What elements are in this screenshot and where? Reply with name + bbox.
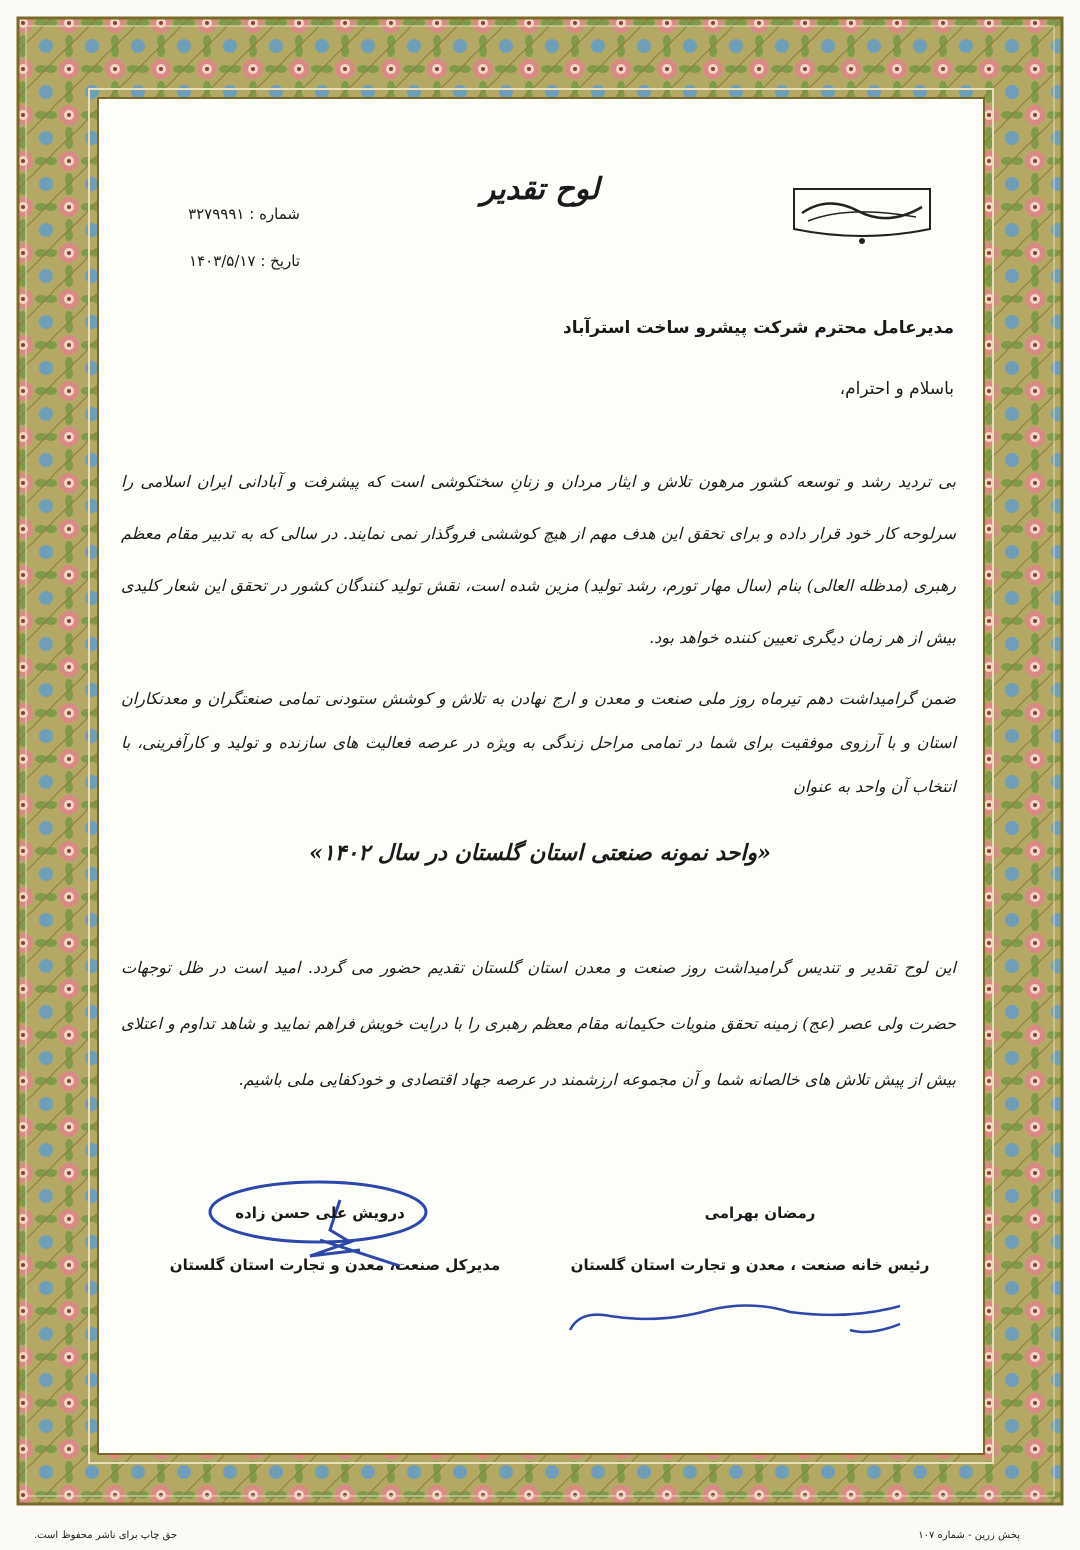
signer-right-name: رمضان بهرامی xyxy=(704,1204,816,1222)
letter-number xyxy=(188,205,300,223)
number-label: شماره : xyxy=(249,205,300,223)
date-value: ۱۴۰۳/۵/۱۷ xyxy=(189,252,256,270)
paragraph-1: بی تردید رشد و توسعه کشور مرهون تلاش و ایثار مردان و زنانِ سختکوشی است که پیشرفت و آبادانی ایران اسلامی را سرلوحه کار خود قرار داده و برای تحقق این هدف مهم از هیچ کوششی فروگذار نمی نمایند. در سالی که به تدبیر مقام معظم رهبری (مدظله العالی) بنام (سال مهار تورم، رشد تولید) مزین شده است، نقش تولید کنندگان کشور در تحقق این شعار کلیدی بیش از هر زمان دیگری تعیین کننده خواهد بود. xyxy=(121,472,956,647)
paragraph-2: ضمن گرامیداشت دهم تیرماه روز ملی صنعت و معدن و ارج نهادن به تلاش و کوشش ستودنی تمامی صنعتگران و معدنکاران استان و با آرزوی موفقیت برای شما در تمامی مراحل زندگی به ویژه در عرصه فعالیت های سازنده و تولید و کارآفرینی، با انتخاب آن واحد به عنوان xyxy=(121,689,956,796)
right-signature xyxy=(550,1290,930,1350)
award-highlight: «واحد نمونه صنعتی استان گلستان در سال ۱۴۰۲» xyxy=(309,840,771,866)
signer-left-title: مدیرکل صنعت، معدن و تجارت استان گلستان xyxy=(169,1256,501,1274)
signer-right-title: رئیس خانه صنعت ، معدن و تجارت استان گلستان xyxy=(570,1256,930,1274)
footer-publisher: پخش زرین - شماره ۱۰۷ xyxy=(918,1530,1020,1541)
certificate-title: لوح تقدیر xyxy=(480,172,600,207)
footer-copyright: حق چاپ برای ناشر محفوظ است. xyxy=(34,1530,178,1541)
letter-date xyxy=(189,252,300,270)
paragraph-3: این لوح تقدیر و تندیس گرامیداشت روز صنعت و معدن استان گلستان تقدیم حضور می گردد. امید است در ظل توجهات حضرت ولی عصر (عج) زمینه تحقق منویات حکیمانه مقام معظم رهبری را با درایت خویش فراهم نمایید و شاهد تداوم و اعتلای بیش از پیش تلاش های خالصانه شما و آن مجموعه ارزشمند در عرصه جهاد اقتصادی و خودکفایی ملی باشیم. xyxy=(121,958,956,1089)
signer-left-name: درویش علی حسن زاده xyxy=(235,1204,405,1222)
number-value: ۳۲۷۹۹۹۱ xyxy=(188,205,245,223)
greeting: باسلام و احترام، xyxy=(839,379,954,399)
addressee: مدیرعامل محترم شرکت پیشرو ساخت استرآباد xyxy=(562,318,954,338)
date-label: تاریخ : xyxy=(260,252,300,270)
